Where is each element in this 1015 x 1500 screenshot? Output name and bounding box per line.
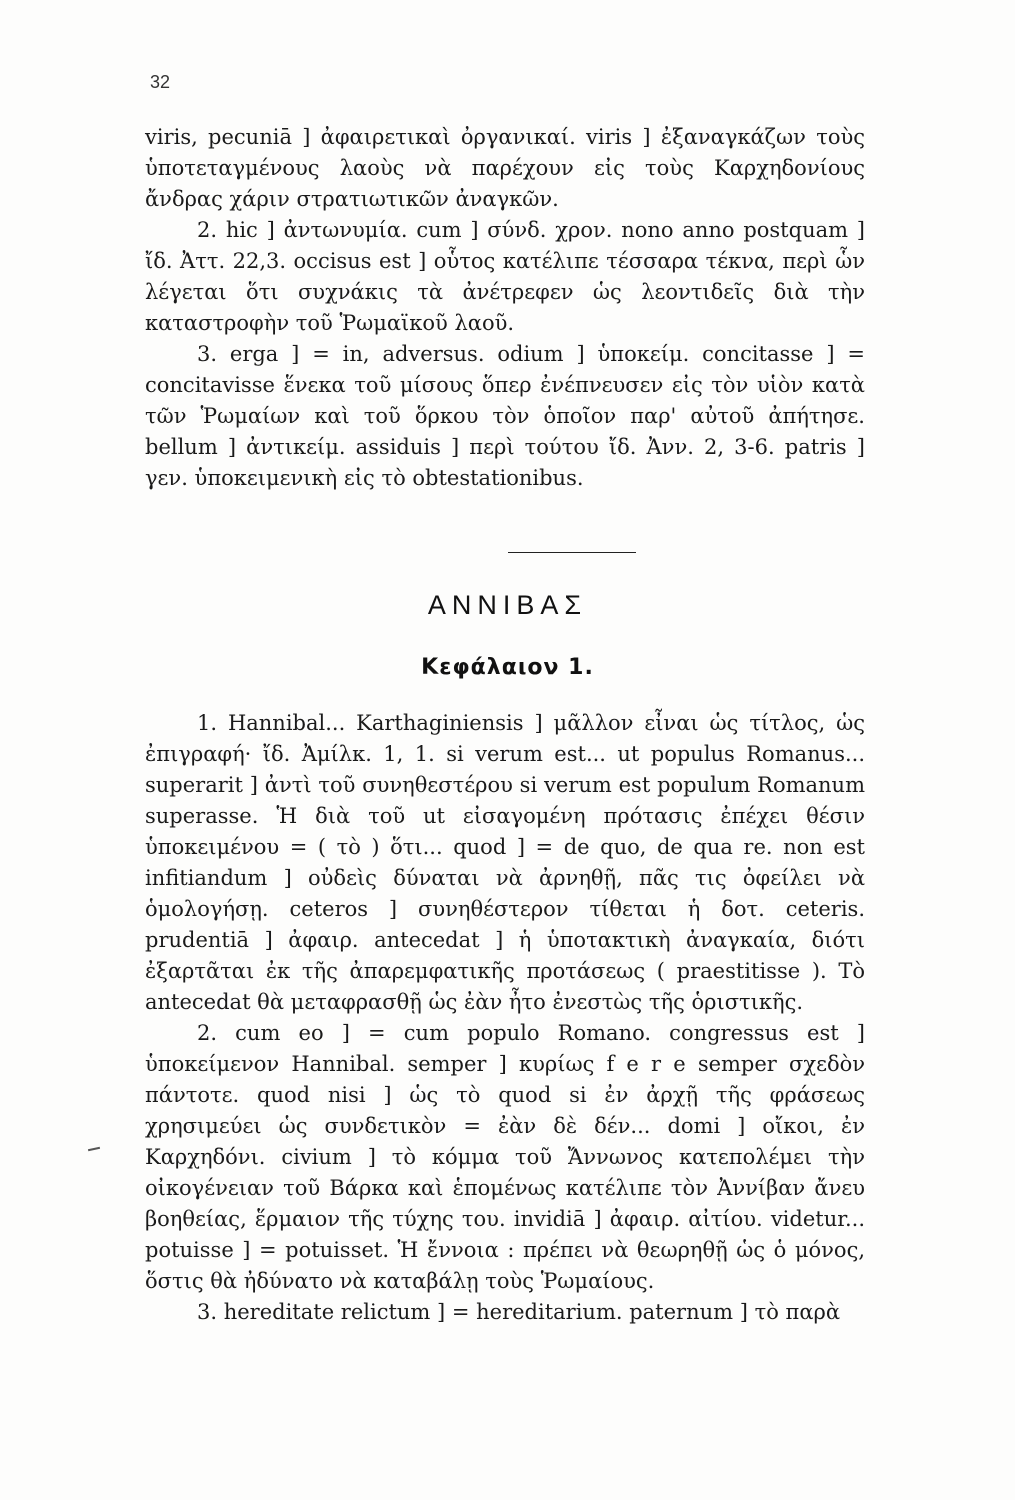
paragraph-2-hic: 2. hic ] ἀντωνυμία. cum ] σύνδ. χρον. nono anno postquam ] ἴδ. Ἀττ. 22,3. occisus est ] οὗτος κατέλιπε τέσσαρα τέκνα, περὶ ὧν λέγεται ὅτι συχνάκις τὰ ἀνέτρεφεν ὡς λεοντιδεῖς διὰ τὴν καταστροφὴν τοῦ Ῥωμαϊκοῦ λαοῦ. xyxy=(145,218,865,335)
section-divider xyxy=(508,552,636,553)
paragraph-3-erga: 3. erga ] = in, adversus. odium ] ὑποκείμ. concitasse ] = concitavisse ἕνεκα τοῦ μίσους ὅπερ ἐνέπνευσεν εἰς τὸν υἱὸν κατὰ τῶν Ῥωμαίων καὶ τοῦ ὅρκου τὸν ὁποῖον παρ' αὐτοῦ ἀπήτησε. bellum ] ἀντικείμ. assiduis ] περὶ τούτου ἴδ. Ἀνν. 2, 3-6. patris ] γεν. ὑποκειμενικὴ εἰς τὸ obtestationibus. xyxy=(145,342,865,490)
commentary-top xyxy=(145,122,865,494)
paragraph-1-hannibal: 1. Hannibal... Karthaginiensis ] μᾶλλον εἶναι ὡς τίτλος, ὡς ἐπιγραφή· ἴδ. Ἀμίλκ. 1, 1. si verum est... ut populus Romanus... superarit ] ἀντὶ τοῦ συνηθεστέρου si verum est populum Romanum superasse. Ἡ διὰ τοῦ ut εἰσαγομένη πρότασις ἐπέχει θέσιν ὑποκειμένου = ( τὸ ) ὅτι... quod ] = de quo, de qua re. non est infitiandum ] οὐδεὶς δύναται νὰ ἀρνηθῇ, πᾶς τις ὀφείλει νὰ ὁμολογήσῃ. ceteros ] συνηθέστερον τίθεται ἡ δοτ. ceteris. prudentiā ] ἀφαιρ. antecedat ] ἡ ὑποτακτικὴ ἀναγκαία, διότι ἐξαρτᾶται ἐκ τῆς ἀπαρεμφατικῆς προτάσεως ( praestitisse ). Τὸ antecedat θὰ μεταφρασθῇ ὡς ἐὰν ἦτο ἐνεστὼς τῆς ὁριστικῆς. xyxy=(145,711,865,1014)
page-number: 32 xyxy=(150,72,171,92)
section-title: ΑΝΝΙΒΑΣ xyxy=(427,590,588,620)
paragraph-2-cum-eo: 2. cum eo ] = cum populo Romano. congressus est ] ὑποκείμενον Hannibal. semper ] κυρίως f e r e semper σχεδὸν πάντοτε. quod nisi ] ὡς τὸ quod si ἐν ἀρχῇ τῆς φράσεως χρησιμεύει ὡς συνδετικὸν = ἐὰν δὲ δέν... domi ] οἴκοι, ἐν Καρχηδόνι. civium ] τὸ κόμμα τοῦ Ἄννωνος κατεπολέμει τὴν οἰκογένειαν τοῦ Βάρκα καὶ ἑπομένως κατέλιπε τὸν Ἀννίβαν ἄνευ βοηθείας, ἕρμαιον τῆς τύχης του. invidiā ] ἀφαιρ. αἰτίου. videtur... potuisse ] = potuisset. Ἡ ἔννοια : πρέπει νὰ θεωρηθῇ ὡς ὁ μόνος, ὅστις θὰ ἠδύνατο νὰ καταβάλῃ τοὺς Ῥωμαίους. xyxy=(145,1021,865,1293)
commentary-chapter-1 xyxy=(145,708,865,1328)
paragraph-3-hereditate: 3. hereditate relictum ] = hereditarium. paternum ] τὸ παρὰ xyxy=(197,1300,841,1324)
scan-speck-mark xyxy=(88,1147,100,1151)
paragraph-viris: viris, pecuniā ] ἀφαιρετικαὶ ὀργανικαί. viris ] ἐξαναγκάζων τοὺς ὑποτεταγμένους λαοὺς νὰ παρέχουν εἰς τοὺς Καρχηδονίους ἄνδρας χάριν στρατιωτικῶν ἀναγκῶν. xyxy=(145,125,865,211)
chapter-title: Κεφάλαιον 1. xyxy=(421,655,594,680)
